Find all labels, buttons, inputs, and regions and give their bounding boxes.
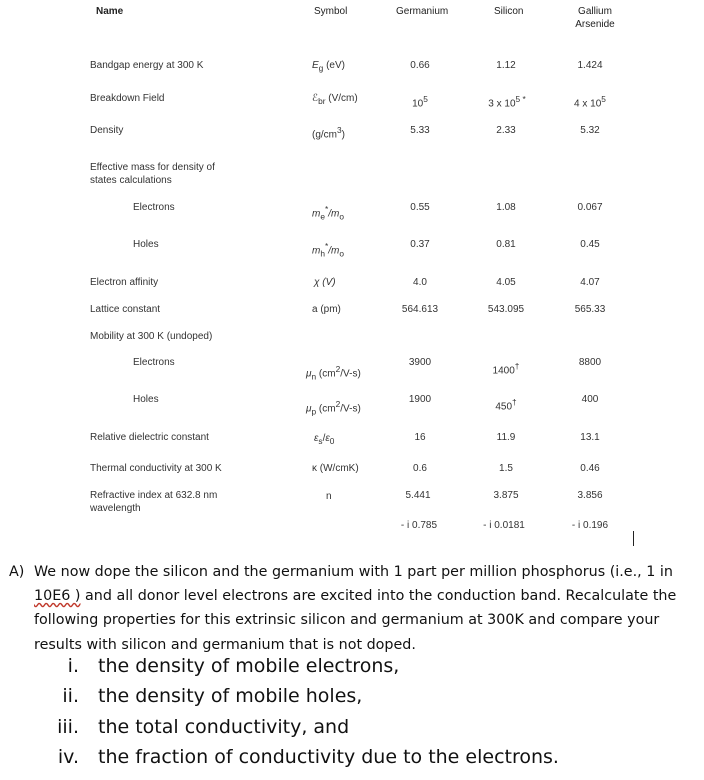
value-gaas-electrons-mass: 0.067 <box>577 202 603 213</box>
row-label-effmass-line1: Effective mass for density of <box>90 162 215 173</box>
value-si-electrons-mass: 1.08 <box>496 202 516 213</box>
value-ge-holes-mobility: 1900 <box>408 394 432 405</box>
value-ge-electrons-mobility: 3900 <box>408 357 432 368</box>
row-label-thermal: Thermal conductivity at 300 K <box>90 463 222 474</box>
value-si-density: 2.33 <box>496 125 516 136</box>
row-label-refractive-line1: Refractive index at 632.8 nm <box>90 490 218 501</box>
symbol-electrons-mass: $m_e^*/m_o$ <box>312 204 344 222</box>
row-label-lattice: Lattice constant <box>90 304 161 315</box>
symbol-refractive: n <box>326 491 332 502</box>
value-gaas-thermal: 0.46 <box>580 463 600 474</box>
row-label-holes-mobility: Holes <box>133 394 159 405</box>
row-label-affinity: Electron affinity <box>90 277 159 288</box>
value-gaas-holes-mobility: 400 <box>581 394 599 405</box>
value-gaas-lattice: 565.33 <box>574 304 606 315</box>
symbol-electrons-mobility: $\mu_n$ $(cm^2/V-s)$ <box>306 364 361 382</box>
problem-text: We now dope the silicon and the germanium with 1 part per million phosphorus (i.e., 1 in 10E6 ) and all donor level electrons are excited into the conduction band. Recalculate the following properties for this extrinsic silicon and germanium at 300K and compare your results with silicon and germanium that is not doped. <box>34 564 677 653</box>
row-label-bandgap: Bandgap energy at 300 K <box>90 60 204 71</box>
symbol-holes-mobility: $\mu_p$ $(cm^2/V-s)$ <box>306 399 361 417</box>
header-gaas-line2: Arsenide <box>575 19 615 30</box>
value-si-thermal: 1.5 <box>499 463 513 474</box>
value-si-breakdown: 3 x $10^{5 *}$ <box>488 94 526 110</box>
list-item-number: ii. <box>62 685 79 707</box>
flagged-word: 10E6 ) <box>34 588 81 605</box>
value-si-lattice: 543.095 <box>487 304 525 315</box>
symbol-thermal: κ (W/cmK) <box>312 463 359 474</box>
value-ge-lattice: 564.613 <box>401 304 439 315</box>
symbol-affinity: χ (V) <box>314 277 336 288</box>
value-si-electrons-mobility: 1400† <box>492 361 520 377</box>
header-name: Name <box>96 6 124 17</box>
value-si-dielectric: 11.9 <box>496 432 516 443</box>
value-gaas-dielectric: 13.1 <box>580 432 600 443</box>
value-gaas-refractive: 3.856 <box>577 490 603 501</box>
problem-intro <box>9 560 699 657</box>
value-ge-affinity: 4.0 <box>413 277 427 288</box>
row-label-effmass-line2: states calculations <box>90 175 172 186</box>
value-ge-thermal: 0.6 <box>413 463 427 474</box>
value-gaas-density: 5.32 <box>580 125 600 136</box>
value-si-holes-mass: 0.81 <box>496 239 516 250</box>
row-label-mobility: Mobility at 300 K (undoped) <box>90 331 213 342</box>
value-ge-density: 5.33 <box>410 125 430 136</box>
header-symbol: Symbol <box>314 6 348 17</box>
symbol-holes-mass: $m_h^*/m_o$ <box>312 241 344 259</box>
value-ge-bandgap: 0.66 <box>410 60 430 71</box>
symbol-lattice: a (pm) <box>312 304 341 315</box>
value-gaas-bandgap: 1.424 <box>577 60 603 71</box>
symbol-density: $(g/cm^3)$ <box>312 125 345 141</box>
value-si-refractive: 3.875 <box>493 490 519 501</box>
value-ge-electrons-mass: 0.55 <box>410 202 430 213</box>
value-gaas-breakdown: 4 x $10^5$ <box>574 94 606 110</box>
row-label-electrons-mobility: Electrons <box>133 357 175 368</box>
list-item-number: i. <box>67 655 79 677</box>
value-gaas-refractive-imag: - i 0.196 <box>571 520 609 531</box>
list-item-text: the density of mobile holes, <box>98 685 363 707</box>
value-gaas-holes-mass: 0.45 <box>580 239 600 250</box>
row-label-breakdown: Breakdown Field <box>90 93 165 104</box>
value-ge-refractive-imag: - i 0.785 <box>400 520 438 531</box>
value-ge-dielectric: 16 <box>414 432 426 443</box>
value-gaas-electrons-mobility: 8800 <box>578 357 602 368</box>
row-label-density: Density <box>90 125 124 136</box>
row-label-refractive-line2: wavelength <box>90 503 141 514</box>
row-label-holes-mass: Holes <box>133 239 159 250</box>
value-ge-refractive: 5.441 <box>405 490 431 501</box>
row-label-dielectric: Relative dielectric constant <box>90 432 209 443</box>
list-item-text: the fraction of conductivity due to the electrons. <box>98 746 559 768</box>
problem-label: A) <box>9 564 25 580</box>
value-si-affinity: 4.05 <box>496 277 516 288</box>
list-item-number: iii. <box>57 716 79 738</box>
value-si-holes-mobility: 450† <box>495 397 517 413</box>
symbol-dielectric: $\varepsilon_s/\varepsilon_0$ <box>314 433 335 446</box>
value-ge-breakdown: $10^5$ <box>412 94 428 110</box>
header-silicon: Silicon <box>494 6 524 17</box>
row-label-electrons-mass: Electrons <box>133 202 175 213</box>
symbol-breakdown: ℰ$_{br}$ (V/cm) <box>312 93 358 106</box>
list-item-number: iv. <box>57 746 79 768</box>
header-gaas-line1: Gallium <box>578 6 612 17</box>
text-cursor <box>633 531 634 546</box>
value-si-bandgap: 1.12 <box>496 60 516 71</box>
value-gaas-affinity: 4.07 <box>580 277 600 288</box>
value-ge-holes-mass: 0.37 <box>410 239 430 250</box>
symbol-bandgap: $E_g$ (eV) <box>312 60 345 73</box>
list-item-text: the total conductivity, and <box>98 716 350 738</box>
header-germanium: Germanium <box>396 6 449 17</box>
list-item-text: the density of mobile electrons, <box>98 655 400 677</box>
value-si-refractive-imag: - i 0.0181 <box>483 520 525 531</box>
